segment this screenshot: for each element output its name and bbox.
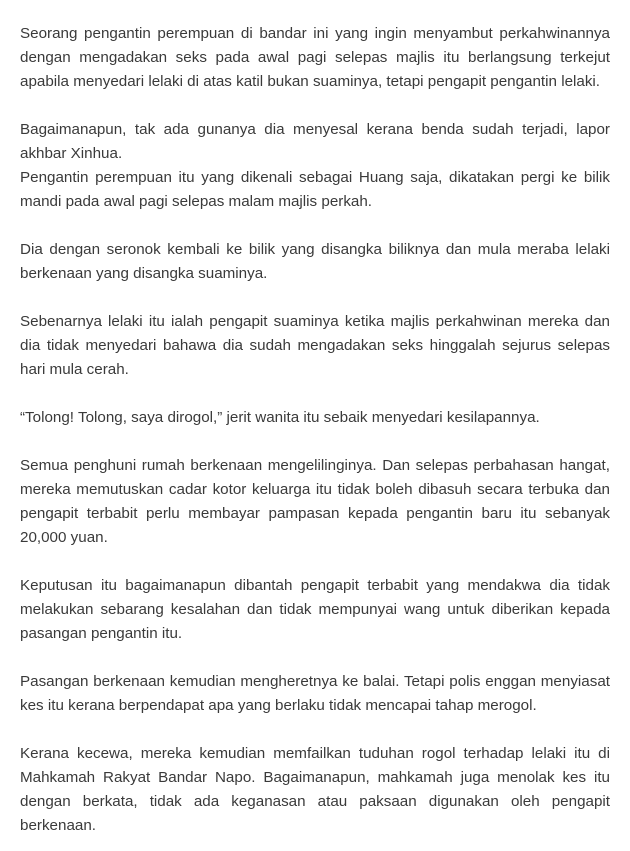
paragraph-10: Kerana kecewa, mereka kemudian memfailkan tuduhan rogol terhadap lelaki itu di Mahkamah Rakyat Bandar Napo. Bagaimanapun, mahkamah juga menolak kes itu dengan berkata, tidak ada keganasan atau paksaan digunakan oleh pengapit berkenaan. <box>20 745 610 834</box>
paragraph-1: Seorang pengantin perempuan di bandar ini yang ingin menyambut perkahwinannya dengan mengadakan seks pada awal pagi selepas majlis itu berlangsung terkejut apabila menyedari lelaki di atas katil bukan suaminya, tetapi pengapit pengantin lelaki. <box>20 25 610 90</box>
paragraph-2: Bagaimanapun, tak ada gunanya dia menyesal kerana benda sudah terjadi, lapor akhbar Xinhua. <box>20 121 610 162</box>
paragraph-7: Semua penghuni rumah berkenaan mengelilinginya. Dan selepas perbahasan hangat, mereka memutuskan cadar kotor keluarga itu tidak boleh dibasuh secara terbuka dan pengapit terbabit perlu membayar pampasan kepada pengantin baru itu sebanyak 20,000 yuan. <box>20 457 610 546</box>
paragraph-9: Pasangan berkenaan kemudian mengheretnya ke balai. Tetapi polis enggan menyiasat kes itu kerana berpendapat apa yang berlaku tidak mencapai tahap merogol. <box>20 673 610 714</box>
article-body <box>20 22 610 838</box>
paragraph-8: Keputusan itu bagaimanapun dibantah pengapit terbabit yang mendakwa dia tidak melakukan sebarang kesalahan dan tidak mempunyai wang untuk diberikan kepada pasangan pengantin itu. <box>20 577 610 642</box>
paragraph-6: “Tolong! Tolong, saya dirogol,” jerit wanita itu sebaik menyedari kesilapannya. <box>20 409 540 426</box>
paragraph-5: Sebenarnya lelaki itu ialah pengapit suaminya ketika majlis perkahwinan mereka dan dia tidak menyedari bahawa dia sudah mengadakan seks hinggalah sejurus selepas hari mula cerah. <box>20 313 610 378</box>
paragraph-4: Dia dengan seronok kembali ke bilik yang disangka biliknya dan mula meraba lelaki berkenaan yang disangka suaminya. <box>20 241 610 282</box>
paragraph-3: Pengantin perempuan itu yang dikenali sebagai Huang saja, dikatakan pergi ke bilik mandi pada awal pagi selepas malam majlis perkah. <box>20 169 610 210</box>
